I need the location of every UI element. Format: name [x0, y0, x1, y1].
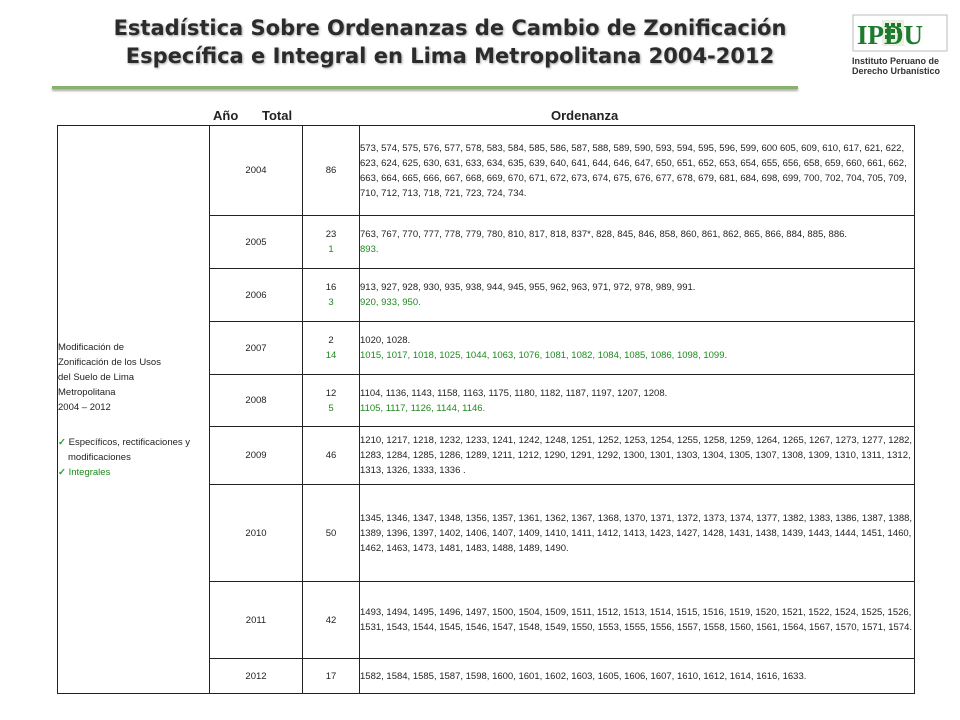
total-cell [303, 427, 360, 485]
ordenanza-cell [360, 216, 915, 269]
total-cell [303, 582, 360, 659]
ordenanza-cell [360, 375, 915, 427]
ordenanza-cell [360, 485, 915, 582]
ordenanza-cell [360, 322, 915, 375]
ordenanza-integrales-list: 1015, 1017, 1018, 1025, 1044, 1063, 1076, 1081, 1082, 1084, 1085, 1086, 1098, 1099. [360, 350, 728, 361]
total-value: 12 [325, 387, 337, 399]
total-integrales-value: 1 [328, 244, 334, 255]
total-integrales-value: 5 [328, 402, 334, 414]
ordenanza-cell [360, 659, 915, 694]
year-cell: 2005 [210, 216, 303, 269]
ordenanza-integrales-list: 893. [360, 244, 379, 255]
logo-acronym: IPDU [857, 20, 923, 50]
total-cell [303, 485, 360, 582]
ordenanza-list: 1104, 1136, 1143, 1158, 1163, 1175, 1180, 1182, 1187, 1197, 1207, 1208. [360, 387, 668, 399]
category-line-3: del Suelo de Lima [58, 371, 135, 383]
category-line-2: Zonificación de los Usos [58, 356, 161, 368]
ipdu-logo-mark [852, 14, 948, 52]
year-cell: 2010 [210, 485, 303, 582]
ordenanza-cell: 573, 574, 575, 576, 577, 578, 583, 584, 585, 586, 587, 588, 589, 590, 593, 594, 595, 596, 599, 600 605, 609, 610, 617, 621, 622, 623, 624, 625, 630, 631, 633, 634, 635, 639, 640, 641, 644, 646, 647, 650, 651, 652, 653, 654, 655, 656, 658, 659, 660, 661, 662, 663, 664, 665, 666, 667, 668, 669, 670, 671, 672, 673, 674, 675, 676, 677, 678, 679, 681, 684, 698, 699, 700, 702, 704, 705, 709, 710, 712, 713, 718, 721, 723, 724, 734. [360, 126, 915, 216]
total-cell [303, 659, 360, 694]
ordenanza-cell [360, 427, 915, 485]
title-divider [52, 86, 798, 89]
category-line-4: Metropolitana [58, 386, 116, 398]
ordenanza-list: 913, 927, 928, 930, 935, 938, 944, 945, 955, 962, 963, 971, 972, 978, 989, 991. [360, 282, 696, 293]
column-header-total: Total [262, 108, 293, 123]
ordenanza-integrales-list: 920, 933, 950. [360, 297, 421, 308]
year-cell: 2007 [210, 322, 303, 375]
ordenanza-list: 763, 767, 770, 777, 778, 779, 780, 810, 817, 818, 837*, 828, 845, 846, 858, 860, 861, 862, 865, 866, 884, 885, 886. [360, 229, 848, 240]
ipdu-logo [852, 14, 948, 88]
total-cell: 86 [303, 126, 360, 216]
ordinance-table [57, 125, 915, 694]
category-title [58, 340, 209, 415]
check-icon: ✓ [58, 466, 66, 478]
table-row [58, 126, 915, 216]
year-cell: 2008 [210, 375, 303, 427]
ordenanza-cell [360, 582, 915, 659]
total-cell [303, 269, 360, 322]
column-header-year: Año [213, 108, 239, 123]
ordenanza-list: 1020, 1028. [360, 335, 411, 346]
column-header-ordenanza: Ordenanza [551, 108, 619, 123]
ordenanza-list: 1582, 1584, 1585, 1587, 1598, 1600, 1601, 1602, 1603, 1605, 1606, 1607, 1610, 1612, 1614, 1616, 1633. [360, 670, 807, 682]
ordenanza-list: 1210, 1217, 1218, 1232, 1233, 1241, 1242, 1248, 1251, 1252, 1253, 1254, 1255, 1258, 1259, 1264, 1265, 1267, 1273, 1277, 1282, 1283, 1284, 1285, 1286, 1289, 1211, 1212, 1290, 1291, 1292, 1300, 1301, 1303, 1304, 1305, 1307, 1308, 1309, 1310, 1311, 1312, 1313, 1326, 1333, 1336 . [360, 435, 913, 476]
total-integrales-value: 14 [325, 350, 337, 361]
year-cell: 2004 [210, 126, 303, 216]
ordenanza-cell [360, 269, 915, 322]
year-cell: 2009 [210, 427, 303, 485]
total-cell [303, 375, 360, 427]
total-cell [303, 216, 360, 269]
total-value: 23 [325, 229, 337, 240]
ordenanza-integrales-list: 1105, 1117, 1126, 1144, 1146. [360, 402, 486, 414]
total-value: 42 [325, 614, 337, 626]
year-cell: 2012 [210, 659, 303, 694]
total-value: 16 [325, 282, 337, 293]
year-cell: 2006 [210, 269, 303, 322]
total-value: 46 [325, 450, 337, 461]
category-line-1: Modificación de [58, 341, 125, 353]
category-item-integrales: ✓ Integrales [58, 466, 111, 478]
total-value: 17 [325, 670, 337, 682]
year-cell: 2011 [210, 582, 303, 659]
title-line-2: Específica e Integral en Lima Metropolitana 2004-2012 [125, 44, 775, 68]
total-integrales-value: 3 [328, 297, 334, 308]
ordenanza-list: 1345, 1346, 1347, 1348, 1356, 1357, 1361, 1362, 1367, 1368, 1370, 1371, 1372, 1373, 1374, 1377, 1382, 1383, 1386, 1387, 1388, 1389, 1396, 1397, 1402, 1406, 1407, 1409, 1410, 1411, 1412, 1413, 1423, 1427, 1428, 1431, 1438, 1439, 1443, 1444, 1451, 1460, 1462, 1463, 1473, 1481, 1483, 1488, 1489, 1490. [360, 512, 913, 554]
total-value: 50 [325, 527, 337, 539]
category-item-especificos: ✓ Específicos, rectificaciones y modificaciones [58, 436, 191, 463]
title-line-1: Estadística Sobre Ordenanzas de Cambio de Zonificación [113, 16, 787, 40]
ordenanza-list: 1493, 1494, 1495, 1496, 1497, 1500, 1504, 1509, 1511, 1512, 1513, 1514, 1515, 1516, 1519, 1520, 1521, 1522, 1524, 1525, 1526, 1531, 1543, 1544, 1545, 1546, 1547, 1548, 1549, 1550, 1553, 1555, 1556, 1557, 1558, 1560, 1561, 1564, 1567, 1570, 1571, 1574. [360, 607, 913, 633]
total-cell [303, 322, 360, 375]
page-title [70, 14, 830, 70]
category-cell [58, 126, 210, 694]
total-value: 2 [328, 335, 334, 346]
logo-line-1: Instituto Peruano de [852, 56, 940, 66]
category-line-5: 2004 – 2012 [58, 401, 111, 413]
logo-line-2: Derecho Urbanístico [852, 66, 941, 76]
check-icon: ✓ [58, 436, 66, 448]
